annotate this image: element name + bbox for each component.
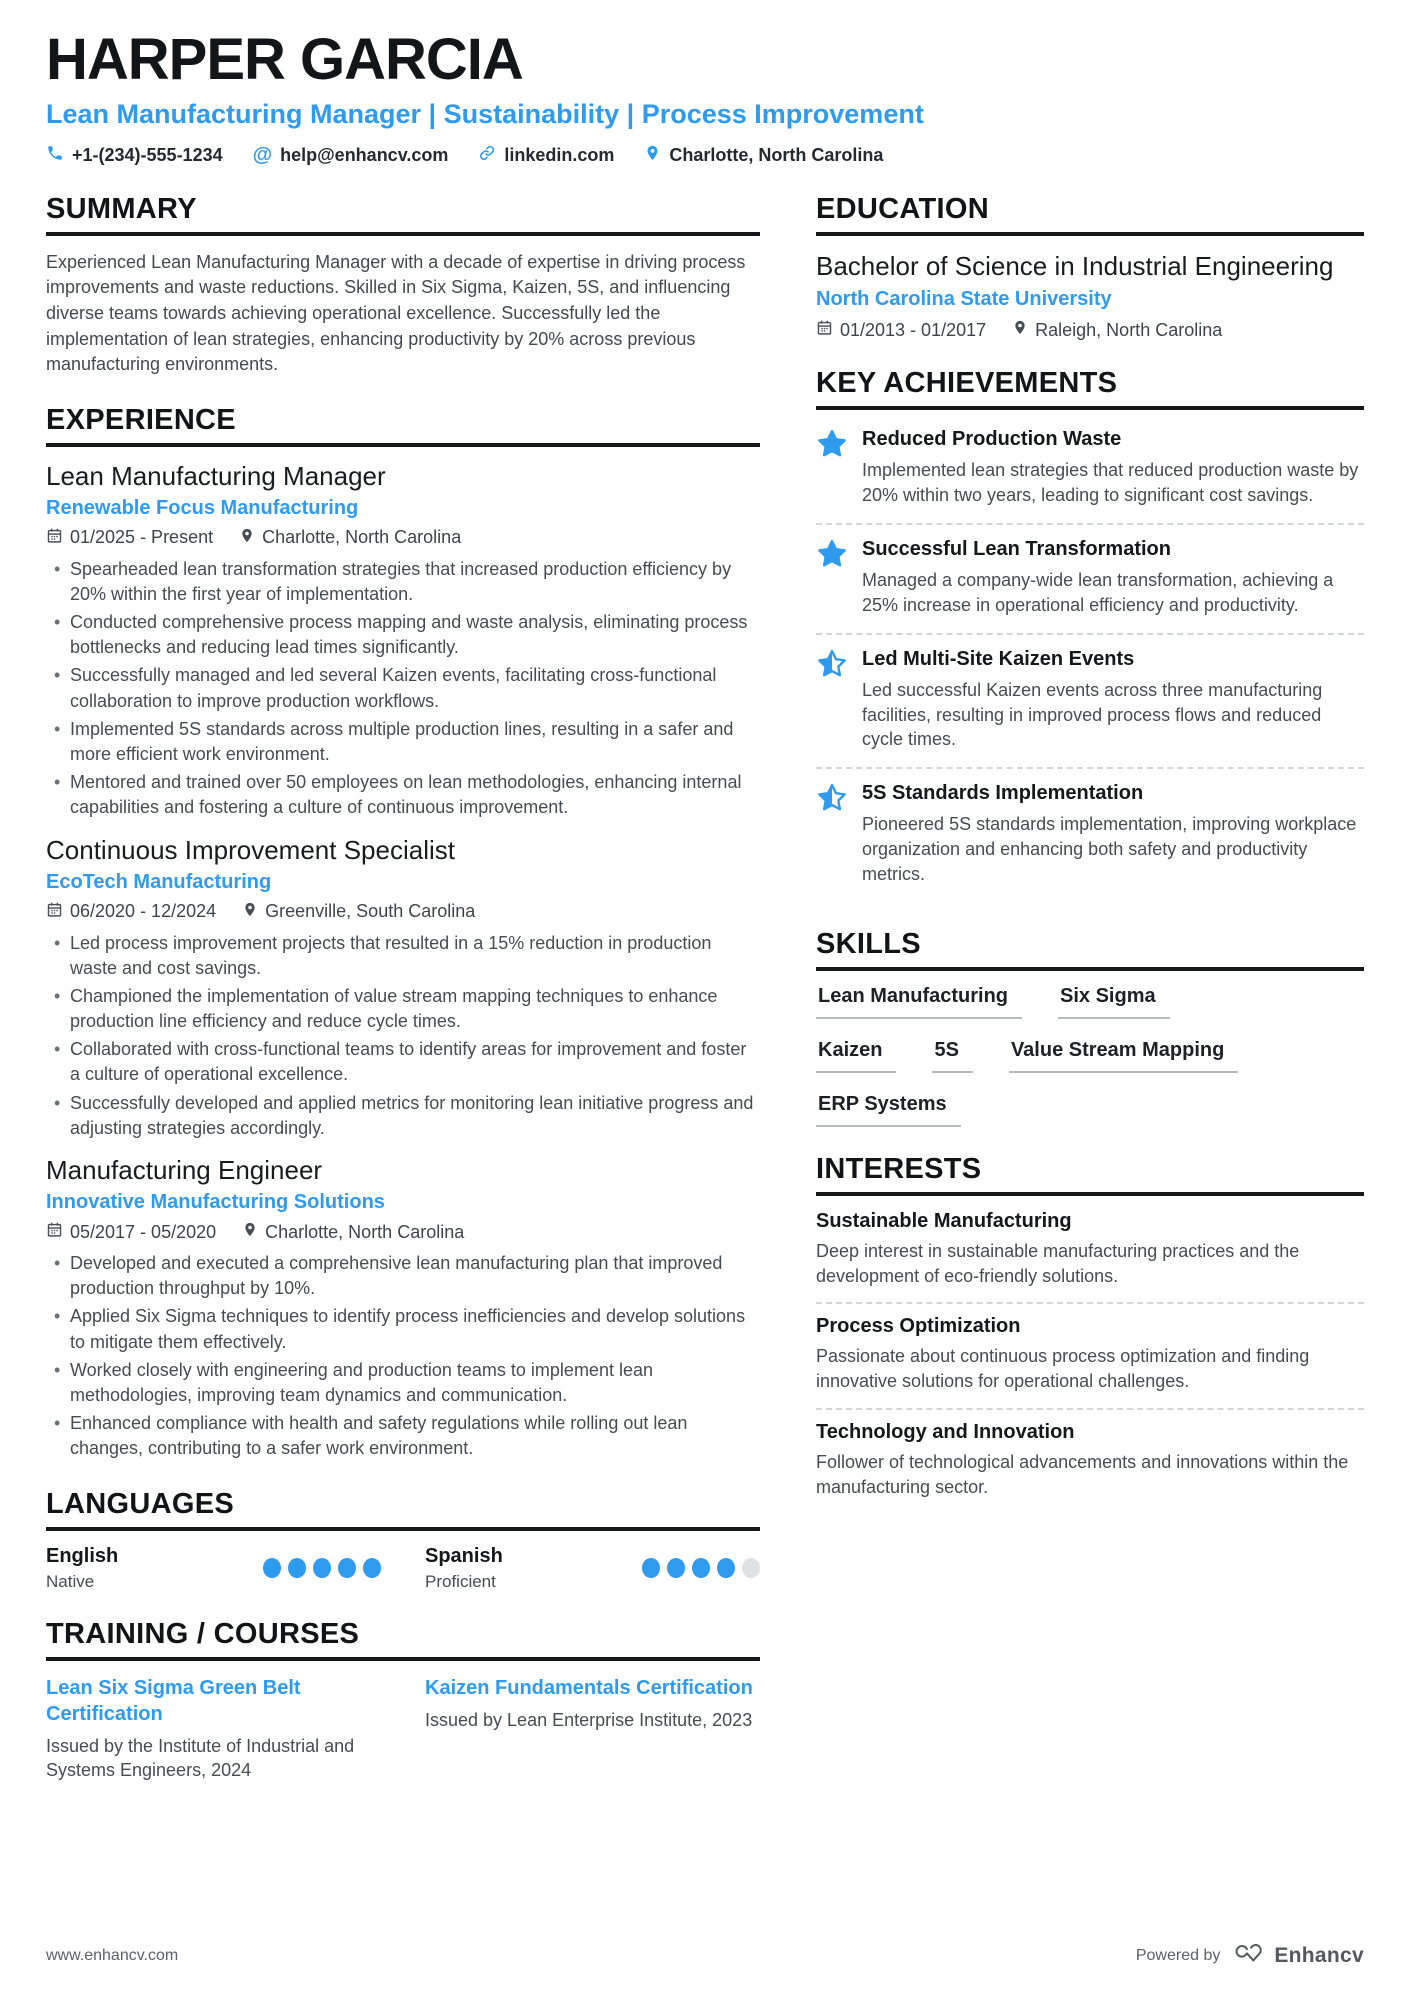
skill-tag: Lean Manufacturing [816,985,1022,1019]
skills-row [816,1093,1364,1127]
language-entry [46,1545,381,1592]
phone-number: +1-(234)-555-1234 [72,144,223,165]
job-location-text: Charlotte, North Carolina [262,527,462,548]
education-dates [816,319,986,341]
star-half-icon [816,648,848,680]
experience-heading: EXPERIENCE [46,404,760,447]
bullet-point: • Enhanced compliance with health and safety regulations while rolling out lean changes, contributing to a safer work environment. [46,1411,760,1461]
proficiency-dot-filled [717,1558,735,1578]
at-icon: @ [252,143,273,166]
achievement-body [862,782,1364,886]
job-title: Lean Manufacturing Manager [46,460,386,491]
achievement-title: 5S Standards Implementation [862,782,1144,805]
experience-entry [46,461,760,821]
education-meta [816,319,1364,341]
job-location-text: Greenville, South Carolina [265,901,476,921]
interest-text: Deep interest in sustainable manufacturing practices and the development of eco-friendly solutions. [816,1240,1300,1286]
education-section [816,193,1364,342]
degree-title: Bachelor of Science in Industrial Engineering [816,250,1334,281]
job-location-text: Charlotte, North Carolina [265,1221,465,1242]
language-labels [425,1545,503,1592]
achievement-body [862,648,1364,752]
achievement-item [816,769,1364,901]
language-name: English [46,1544,119,1567]
skills-list [816,985,1364,1127]
skill-tag: Kaizen [816,1039,896,1073]
person-name: HARPER GARCIA [46,27,523,92]
calendar-icon [46,901,63,923]
job-dates [46,527,213,549]
experience-section [46,404,760,1462]
achievement-item [816,525,1364,635]
interest-text: Follower of technological advancements and innovations within the manufacturing sector. [816,1451,1349,1497]
interests-section [816,1153,1364,1514]
achievement-title: Reduced Production Waste [862,428,1122,451]
training-heading: TRAINING / COURSES [46,1618,760,1661]
job-meta [46,1221,760,1243]
bullet-point: • Implemented 5S standards across multiple production lines, resulting in a safer and more efficient work environment. [46,717,760,767]
experience-entry [46,835,760,1142]
job-location [242,901,475,923]
summary-section [46,193,760,378]
job-dates [46,1221,216,1243]
left-column [46,193,760,1809]
calendar-icon [46,527,63,549]
skills-row [816,1039,1364,1073]
skill-tag: Six Sigma [1058,985,1170,1019]
enhancv-logo-icon [1230,1940,1264,1971]
skills-row [816,985,1364,1019]
course-title[interactable]: Lean Six Sigma Green Belt Certification [46,1676,301,1725]
interest-title: Technology and Innovation [816,1420,1075,1443]
course-description: Issued by the Institute of Industrial and Systems Engineers, 2024 [46,1735,355,1781]
achievement-title: Led Multi-Site Kaizen Events [862,647,1135,670]
proficiency-dot-filled [642,1558,660,1578]
star-filled-icon [816,428,848,460]
email-contact[interactable] [253,144,449,167]
powered-by [1136,1940,1364,1971]
job-title: Continuous Improvement Specialist [46,834,455,865]
achievements-section [816,367,1364,901]
job-location [239,527,461,549]
enhancv-wordmark: Enhancv [1274,1943,1364,1967]
job-bullets [46,1251,760,1462]
language-proficiency-dots [642,1558,760,1578]
bullet-point: • Mentored and trained over 50 employees on lean methodologies, enhancing internal capabilities and fostering a culture of continuous improvement. [46,770,760,820]
languages-heading: LANGUAGES [46,1488,760,1531]
job-dates [46,901,216,923]
location-text: Charlotte, North Carolina [669,144,884,165]
skill-tag: ERP Systems [816,1093,961,1127]
interests-list [816,1210,1364,1514]
location-pin-icon [644,144,661,167]
contact-row [46,144,1364,167]
bullet-point: • Applied Six Sigma techniques to identify process inefficiencies and develop solutions to mitigate them effectively. [46,1304,760,1354]
calendar-icon [46,1221,63,1243]
experience-entry [46,1155,760,1462]
interest-item [816,1210,1364,1305]
linkedin-contact[interactable] [478,144,614,167]
job-dates-text: 05/2017 - 05/2020 [70,1221,217,1242]
achievement-text: Led successful Kaizen events across three manufacturing facilities, resulting in improved process flows and reduced cycle times. [862,679,1323,750]
interest-text: Passionate about continuous process optimization and finding innovative solutions for operational challenges. [816,1346,1310,1392]
job-company[interactable]: EcoTech Manufacturing [46,870,272,893]
jobs-list [46,461,760,1462]
courses-list [46,1675,760,1784]
achievement-text: Implemented lean strategies that reduced production waste by 20% within two years, leading to significant cost savings. [862,460,1359,506]
language-level: Native [46,1571,95,1591]
email-address: help@enhancv.com [280,144,449,165]
skill-tag: Value Stream Mapping [1009,1039,1238,1073]
training-section [46,1618,760,1784]
resume-header [46,27,1364,167]
phone-contact[interactable] [46,144,223,167]
achievement-body [862,538,1364,618]
interest-title: Sustainable Manufacturing [816,1209,1072,1232]
languages-section [46,1488,760,1592]
education-heading: EDUCATION [816,193,1364,236]
proficiency-dot-filled [313,1558,331,1578]
course-title[interactable]: Kaizen Fundamentals Certification [425,1676,753,1699]
proficiency-dot-filled [288,1558,306,1578]
achievement-item [816,635,1364,769]
job-title: Manufacturing Engineer [46,1155,323,1185]
education-location [1012,319,1222,341]
job-bullets [46,557,760,821]
languages-list [46,1545,760,1592]
page-footer [46,1924,1364,1995]
job-company[interactable]: Renewable Focus Manufacturing [46,496,359,519]
summary-heading: SUMMARY [46,193,760,236]
star-filled-icon [816,538,848,570]
school-name[interactable]: North Carolina State University [816,288,1112,311]
achievement-text: Managed a company-wide lean transformation, achieving a 25% increase in operational efficiency and productivity. [862,570,1334,615]
powered-by-label: Powered by [1135,1946,1221,1964]
bullet-point: • Successfully developed and applied metrics for monitoring lean initiative progress and adjusting strategies accordingly. [46,1091,760,1141]
bullet-point: • Spearheaded lean transformation strategies that increased production efficiency by 20% within the first year of implementation. [46,557,760,607]
proficiency-dot-filled [263,1558,281,1578]
proficiency-dot-filled [338,1558,356,1578]
job-dates-text: 01/2025 - Present [70,527,214,548]
language-labels [46,1545,118,1592]
bullet-point: • Championed the implementation of value stream mapping techniques to enhance production line efficiency and reduce cycle times. [46,984,760,1034]
achievements-heading: KEY ACHIEVEMENTS [816,367,1364,410]
bullet-point: • Collaborated with cross-functional teams to identify areas for improvement and foster a culture of operational excellence. [46,1037,760,1087]
skills-heading: SKILLS [816,928,1364,971]
achievement-body [862,428,1364,508]
summary-text: Experienced Lean Manufacturing Manager with a decade of expertise in driving process improvements and waste reductions. Skilled in Six Sigma, Kaizen, 5S, and influencing diverse teams towards achieving operational excellence. Successfully led the implementation of lean strategies, enhancing productivity by 20% across previous manufacturing environments. [46,251,746,375]
job-dates-text: 06/2020 - 12/2024 [70,901,217,921]
language-proficiency-dots [263,1558,381,1578]
footer-site-link[interactable]: www.enhancv.com [46,1946,179,1964]
achievement-item [816,424,1364,525]
phone-icon [46,144,64,167]
interests-heading: INTERESTS [816,1153,1364,1196]
proficiency-dot-filled [667,1558,685,1578]
proficiency-dot-empty [742,1558,760,1578]
calendar-icon [816,319,833,341]
bullet-point: • Developed and executed a comprehensive lean manufacturing plan that improved production throughput by 10%. [46,1251,760,1301]
achievement-text: Pioneered 5S standards implementation, improving workplace organization and enhancing both safety and productivity metrics. [862,814,1357,884]
bullet-point: • Successfully managed and led several Kaizen events, facilitating cross-functional collaboration to improve production workflows. [46,663,760,713]
proficiency-dot-filled [692,1558,710,1578]
language-level: Proficient [425,1571,496,1591]
job-company[interactable]: Innovative Manufacturing Solutions [46,1191,385,1213]
location-contact [644,144,883,167]
pin-icon [242,901,258,923]
pin-icon [1012,319,1028,341]
education-location-text: Raleigh, North Carolina [1035,319,1223,340]
job-meta [46,901,760,923]
right-column [816,193,1364,1809]
course-item [425,1675,760,1784]
job-location [242,1221,464,1243]
main-columns [46,193,1364,1809]
job-meta [46,527,760,549]
pin-icon [239,527,255,549]
course-description: Issued by Lean Enterprise Institute, 2023 [425,1709,753,1730]
job-bullets [46,931,760,1142]
linkedin-url: linkedin.com [504,144,615,165]
proficiency-dot-filled [363,1558,381,1578]
skills-section [816,928,1364,1127]
course-item [46,1675,381,1784]
interest-item [816,1304,1364,1410]
achievements-list [816,424,1364,901]
language-entry [425,1545,760,1592]
bullet-point: • Worked closely with engineering and production teams to implement lean methodologies, improving team dynamics and communication. [46,1358,760,1408]
language-name: Spanish [425,1544,503,1567]
pin-icon [242,1221,258,1243]
bullet-point: • Led process improvement projects that resulted in a 15% reduction in production waste and cost savings. [46,931,760,981]
education-dates-text: 01/2013 - 01/2017 [840,319,987,340]
bullet-point: • Conducted comprehensive process mapping and waste analysis, eliminating process bottlenecks and reducing lead times significantly. [46,610,760,660]
interest-title: Process Optimization [816,1315,1021,1338]
star-half-icon [816,782,848,814]
achievement-title: Successful Lean Transformation [862,538,1171,561]
skill-tag: 5S [932,1039,972,1073]
interest-item [816,1410,1364,1514]
link-icon [478,144,496,167]
person-headline: Lean Manufacturing Manager | Sustainability | Process Improvement [46,98,924,129]
